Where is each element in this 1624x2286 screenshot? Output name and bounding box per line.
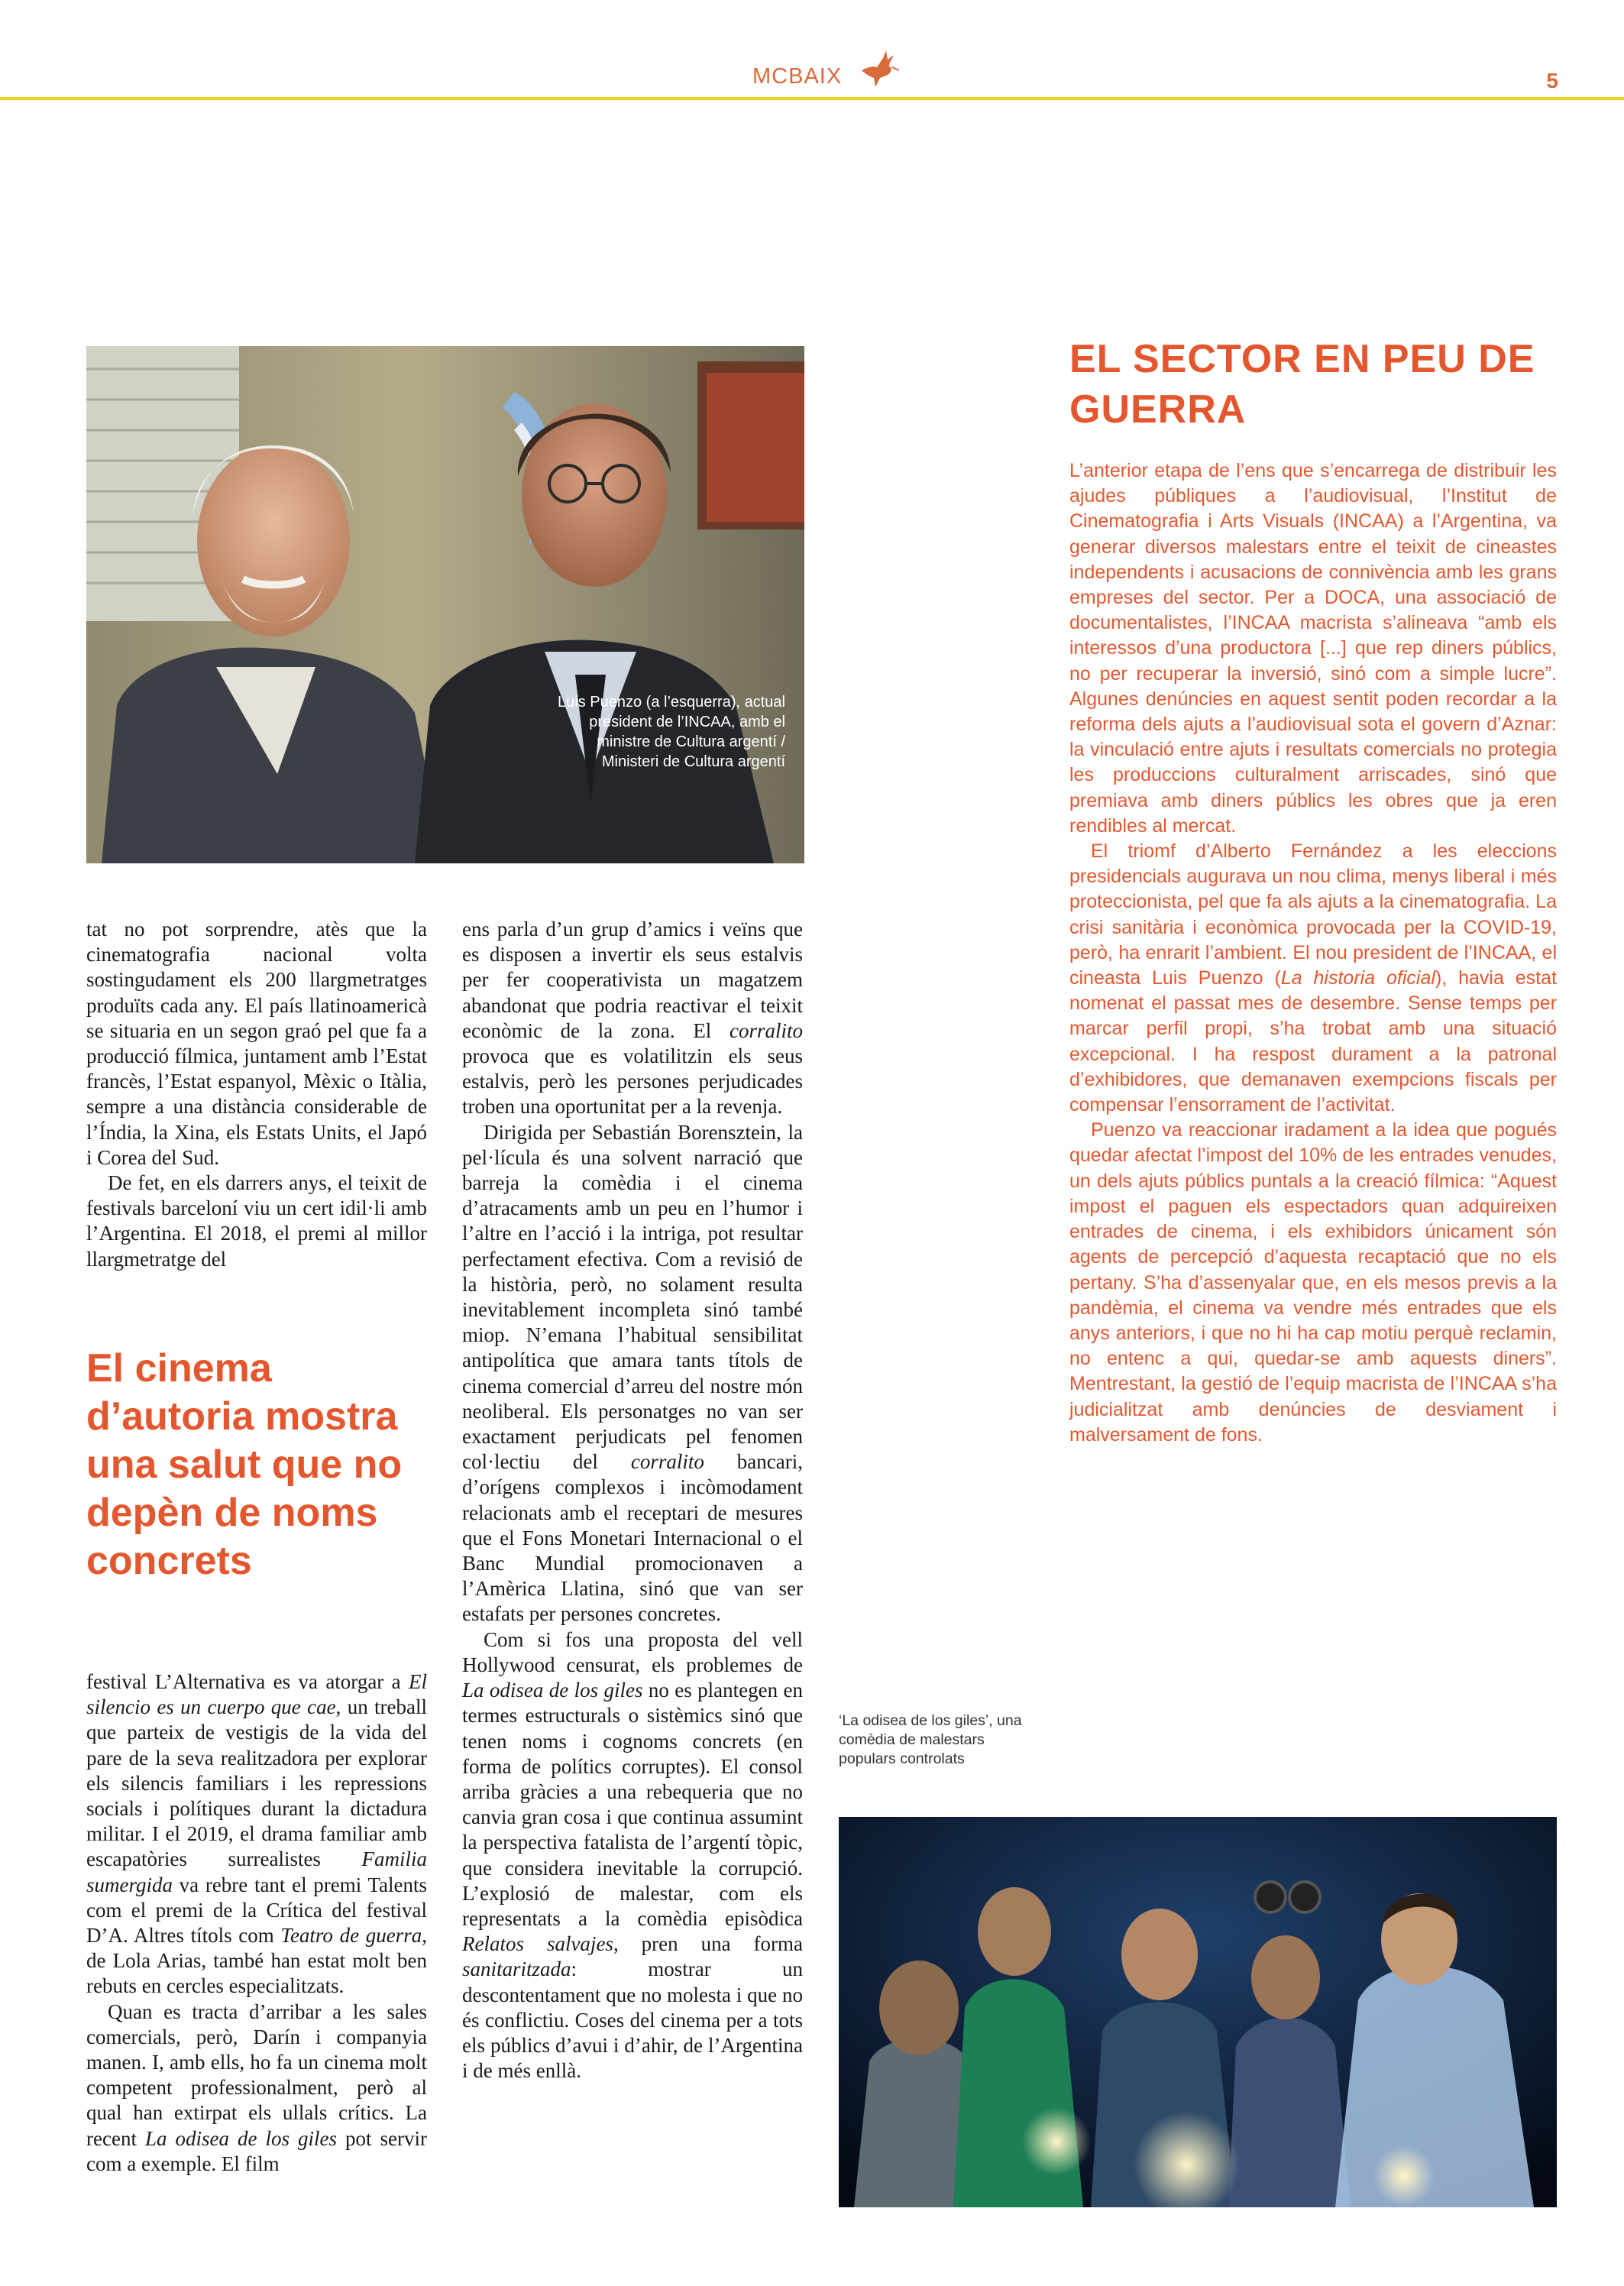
sidebar-paragraph: L’anterior etapa de l’ens que s’encarrega de distribuir les ajudes públiques a l’audiovisual, l’Institut de Cinematografia i Arts Visuals (INCAA) a l’Argentina, va generar diversos malestars entre el teixit de cineastes independents i acusacions de connivència amb les grans empreses del sector. Per a DOCA, una associació de documentalistes, l’INCAA macrista s’alineava “amb els interessos d’una productora [...] que rep diners públics, no per recuperar la inversió, sinó com a simple lucre”. Algunes denúncies en aquest sentit poden recordar a la reforma dels ajuts a l’audiovisual sota el govern d’Aznar: la vinculació entre ajuts i resultats comercials no protegia les produccions culturalment arriscades, sinó que premiava amb diners públics les obres que ja eren rendibles al mercat.	[1069, 460, 1557, 837]
header-rule	[0, 97, 1624, 100]
sidebar-heading: EL SECTOR EN PEU DE GUERRA	[1069, 337, 1535, 432]
film-title: La odisea de los giles	[144, 2126, 338, 2150]
sidebar-paragraph: El triomf d’Alberto Fernández a les eleccions presidencials augurava un nou clima, menys liberal i més proteccionista, pel que fa als ajuts a la cinematografia. La crisi sanitària i econòmica provocada per la COVID-19, però, ha enrarit l’ambient. El nou president de l’INCAA, el cineasta Luis Puenzo (La historia oficial), havia estat nomenat el passat mes de desembre. Sense temps per marcar perfil propi, s’ha trobat amb una situació excepcional. I ha respost durament a la patronal d’exhibidores, que demanaven exempcions fiscals per compensar l’ensorrament de l’activitat.	[1069, 840, 1557, 1116]
film-title: La odisea de los giles	[462, 1679, 643, 1702]
photo-caption-puenzo: Luis Puenzo (a l’esquerra), actual president de l’INCAA, amb el ministre de Cultura argentí / Ministeri de Cultura argentí	[558, 694, 785, 770]
article-paragraph: De fet, en els darrers anys, el teixit de festivals barceloní viu un cert idil·li amb l’Argentina. El 2018, el premi al millor llargmetratge del	[86, 1171, 427, 1271]
hummingbird-logo-icon	[857, 47, 900, 90]
film-title: El silencio es un cuerpo que cae	[86, 1670, 427, 1719]
article-column-1-top	[86, 917, 427, 1272]
article-paragraph: Dirigida per Sebastián Borensztein, la pel·lícula és una solvent narració que barreja la comèdia i el cinema d’atracaments amb un peu en l’humor i l’altre en l’acció i la intriga, pot resultar perfectament efectiva. Com a revisió de la història, però, no solament resulta inevitablement incompleta sinó també miop. N’emana l’habitual sensibilitat antipolítica que amara tants títols de cinema comercial d’arreu del nostre món neoliberal. Els personatges no van ser exactament perjudicats pel fenomen col·lectiu del corralito bancari, d’orígens complexos i incòmodament relacionats amb el receptari de mesures que el Fons Monetari Internacional o el Banc Mundial promocionaven a l’Amèrica Llatina, sinó que van ser estafats per persones concretes.	[462, 1120, 804, 1626]
film-title: Relatos salvajes	[462, 1932, 613, 1956]
article-column-1-bottom	[86, 1669, 427, 2177]
photo-two-men-illustration	[86, 346, 804, 863]
italic-term: sanitaritzada	[462, 1957, 571, 1981]
pull-quote: El cinema d’autoria mostra una salut que no depèn de noms concrets	[86, 1346, 403, 1583]
photo-puenzo-minister	[86, 346, 804, 863]
magazine-brand: MCBAIX	[752, 64, 843, 89]
page-number: 5	[1546, 69, 1558, 92]
photo-night-group-illustration	[839, 1817, 1557, 2207]
film-title: Familia sumergida	[86, 1847, 427, 1896]
article-paragraph: tat no pot sorprendre, atès que la cinematografia nacional volta sostingudament els 200 llargmetratges produïts cada any. El país llatinoamericà se situaria en un segon graó pel que fa a producció fílmica, juntament amb l’Estat francès, l’Estat espanyol, Mèxic o Itàlia, sempre a una distància considerable de l’Índia, la Xina, els Estats Units, el Japó i Corea del Sud.	[86, 918, 427, 1169]
photo-caption-odisea: ‘La odisea de los giles’, una comèdia de malestars populars controlats	[839, 1712, 1022, 1767]
photo-odisea-still	[839, 1817, 1557, 2207]
italic-term: corralito	[630, 1450, 704, 1474]
article-paragraph: Com si fos una proposta del vell Hollywood censurat, els problemes de La odisea de los giles no es plantegen en termes estructurals o sistèmics sinó que tenen noms i cognoms concrets (en forma de polítics corruptes). El consol arriba gràcies a una rebequeria que no canvia gran cosa i que continua assumint la perspectiva fatalista de l’argentí tòpic, que considera inevitable la corrupció. L’explosió de malestar, com els representats a la comèdia episòdica Relatos salvajes, pren una forma sanitaritzada: mostrar un descontentament que no molesta i que no és conflictiu. Coses del cinema per a tots els públics d’avui i d’ahir, de l’Argentina i de més enllà.	[462, 1627, 803, 2083]
film-title: La historia oficial	[1280, 967, 1435, 989]
sidebar-paragraph: Puenzo va reaccionar iradament a la idea que pogués quedar afectat l’impost del 10% de les entrades venudes, un dels ajuts públics puntals a la creació fílmica: “Aquest impost el paguen els espectadors quan adquireixen entrades de cinema, i els exhibidors únicament són agents de percepció d’aquesta recaptació que no els pertany. S’ha d’assenyalar que, en els mesos previs a la pandèmia, el cinema va vendre més entrades que els anys anteriors, i que no hi ha cap motiu perquè reclamin, no entenc a qui, quedar-se amb aquests diners”. Mentrestant, la gestió de l’equip macrista de l’INCAA s’ha judicialitzat amb denúncies de desviament i malversament de fons.	[1069, 1119, 1557, 1446]
article-paragraph: Quan es tracta d’arribar a les sales comercials, però, Darín i companyia manen. I, amb ells, ho fa un cinema molt competent professionalment, però al qual han extirpat els ullals crítics. La recent La odisea de los giles pot servir com a exemple. El film	[86, 1999, 428, 2175]
article-column-2	[462, 917, 803, 2084]
article-paragraph: festival L’Alternativa es va atorgar a El silencio es un cuerpo que cae, un treball que parteix de vestigis de la vida del pare de la seva realitzadora per explorar els silencis familiars i les repressions socials i polítiques durant la dictadura militar. I el 2019, el drama familiar amb escapatòries surrealistes Familia sumergida va rebre tant el premi Talents com el premi de la Crítica del festival D’A. Altres títols com Teatro de guerra, de Lola Arias, també han estat molt ben rebuts en cercles especialitzats.	[86, 1670, 428, 1998]
italic-term: corralito	[729, 1018, 803, 1042]
film-title: Teatro de guerra	[280, 1924, 422, 1948]
sidebar-text	[1069, 458, 1557, 1448]
article-paragraph: ens parla d’un grup d’amics i veïns que es disposen a invertir els seus estalvis per fer cooperativista un magatzem abandonat que podria reactivar el teixit econòmic de la zona. El corralito provoca que es volatilitzin els seus estalvis, però les persones perjudicades troben una oportunitat per a la revenja.	[462, 918, 803, 1119]
